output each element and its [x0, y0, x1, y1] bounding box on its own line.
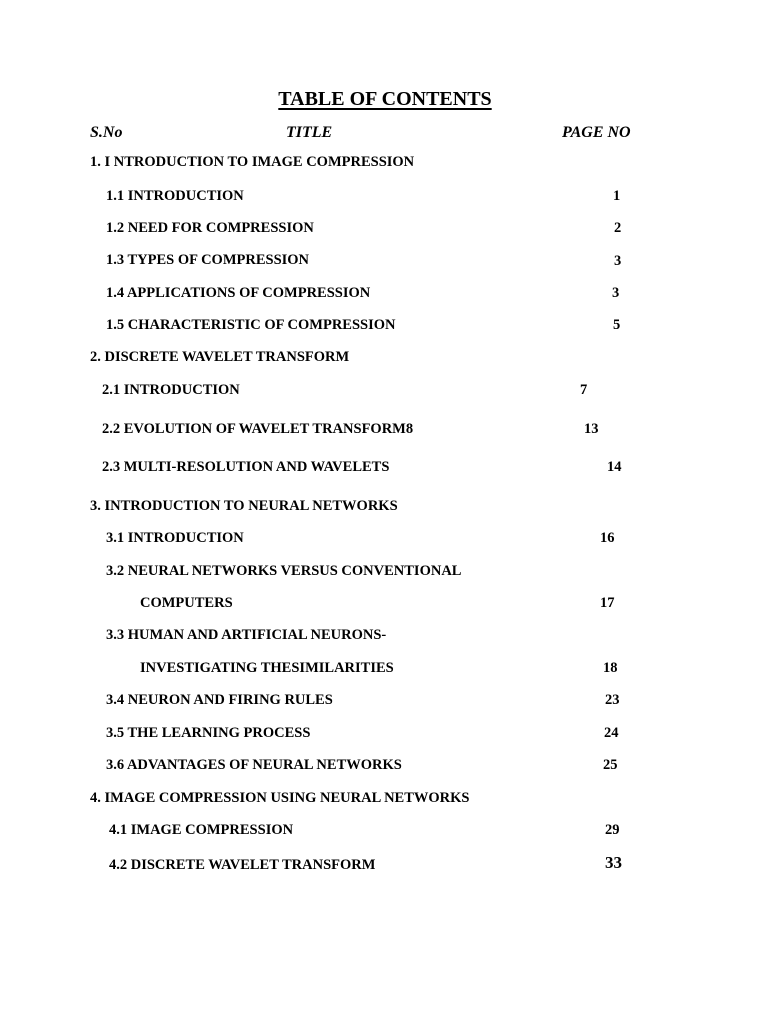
toc-page-number: 33 — [605, 853, 622, 872]
toc-page-number: 1 — [613, 188, 621, 204]
toc-entry: 1.2 NEED FOR COMPRESSION — [106, 220, 314, 236]
toc-page-number: 23 — [605, 692, 620, 708]
toc-entry: 2.3 MULTI-RESOLUTION AND WAVELETS — [102, 459, 390, 475]
toc-entry: 3.4 NEURON AND FIRING RULES — [106, 692, 333, 708]
toc-page-number: 18 — [603, 660, 618, 676]
toc-entry-continuation: COMPUTERS — [140, 595, 233, 611]
toc-entry: 3.2 NEURAL NETWORKS VERSUS CONVENTIONAL — [106, 563, 462, 579]
toc-title: TABLE OF CONTENTS — [278, 88, 492, 110]
toc-page-number: 24 — [604, 725, 619, 741]
toc-entry: 3.1 INTRODUCTION — [106, 530, 244, 546]
toc-page-number: 3 — [612, 285, 620, 301]
toc-entry: 3.6 ADVANTAGES OF NEURAL NETWORKS — [106, 757, 402, 773]
header-page-no: PAGE NO — [562, 124, 631, 141]
header-title: TITLE — [286, 124, 333, 141]
toc-entry-continuation: INVESTIGATING THESIMILARITIES — [140, 660, 394, 676]
toc-page-number: 13 — [584, 421, 599, 437]
toc-chapter: 4. IMAGE COMPRESSION USING NEURAL NETWORKS — [90, 790, 470, 806]
toc-chapter: 1. I NTRODUCTION TO IMAGE COMPRESSION — [90, 154, 415, 170]
toc-entry: 1.3 TYPES OF COMPRESSION — [106, 252, 310, 268]
toc-entry: 1.5 CHARACTERISTIC OF COMPRESSION — [106, 317, 396, 333]
header-sno: S.No — [90, 124, 123, 141]
toc-page-number: 25 — [603, 757, 618, 773]
toc-page-number: 5 — [613, 317, 621, 333]
toc-entry: 2.1 INTRODUCTION — [102, 382, 240, 398]
toc-page-number: 17 — [600, 595, 615, 611]
toc-page-number: 16 — [600, 530, 615, 546]
toc-page-number: 7 — [580, 382, 588, 398]
toc-page-number: 29 — [605, 822, 620, 838]
toc-page-number: 2 — [614, 220, 622, 236]
toc-chapter: 2. DISCRETE WAVELET TRANSFORM — [90, 349, 350, 365]
toc-chapter: 3. INTRODUCTION TO NEURAL NETWORKS — [90, 498, 398, 514]
toc-entry: 4.2 DISCRETE WAVELET TRANSFORM — [109, 857, 376, 873]
toc-entry: 3.3 HUMAN AND ARTIFICIAL NEURONS- — [106, 627, 387, 643]
toc-page-number: 14 — [607, 459, 622, 475]
toc-entry: 4.1 IMAGE COMPRESSION — [109, 822, 294, 838]
toc-entry: 1.1 INTRODUCTION — [106, 188, 244, 204]
toc-page-number: 3 — [614, 253, 622, 269]
toc-entry: 2.2 EVOLUTION OF WAVELET TRANSFORM8 — [102, 421, 414, 437]
toc-entry: 3.5 THE LEARNING PROCESS — [106, 725, 311, 741]
toc-entry: 1.4 APPLICATIONS OF COMPRESSION — [106, 285, 371, 301]
